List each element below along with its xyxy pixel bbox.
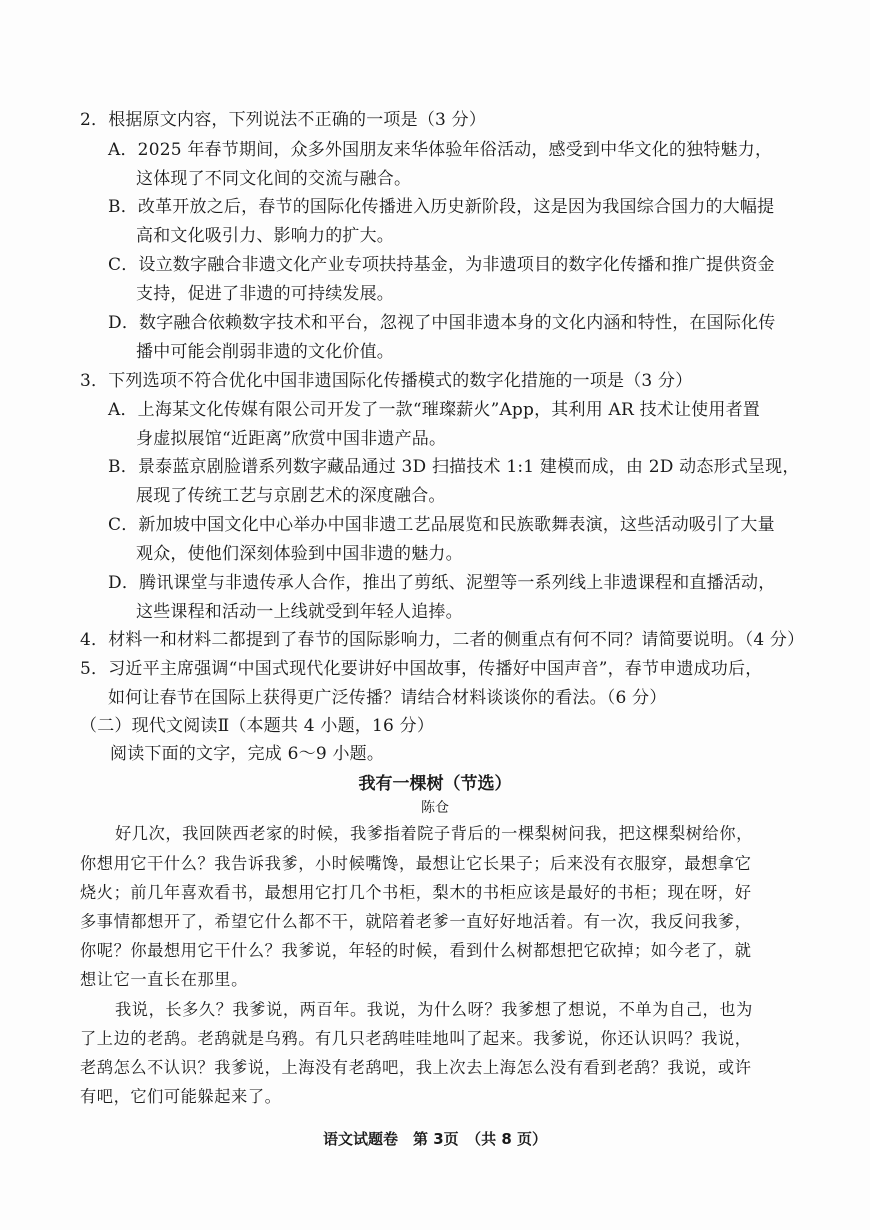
question-2-option-c: C．设立数字融合非遗文化产业专项扶持基金，为非遗项目的数字化传播和推广提供资金 (108, 255, 775, 275)
question-2-option-d-cont: 播中可能会削弱非遗的文化价值。 (136, 342, 394, 362)
question-2-option-a-cont: 这体现了不同文化间的交流与融合。 (136, 169, 412, 189)
question-3-stem: 3．下列选项不符合优化中国非遗国际化传播模式的数字化措施的一项是（3 分） (80, 371, 693, 391)
question-4-stem: 4．材料一和材料二都提到了春节的国际影响力，二者的侧重点有何不同？请简要说明。（4 分） (80, 630, 805, 650)
question-3-option-c-cont: 观众，使他们深刻体验到中国非遗的魅力。 (136, 544, 463, 564)
question-3-option-a-cont: 身虚拟展馆“近距离”欣赏中国非遗产品。 (136, 429, 447, 449)
page-footer: 语文试题卷 第 3页 （共 8 页） (322, 1130, 548, 1148)
question-2-option-c-cont: 支持，促进了非遗的可持续发展。 (136, 284, 394, 304)
story-p1-line-3: 烧火；前几年喜欢看书，最想用它打几个书柜，梨木的书柜应该是最好的书柜；现在呀，好 (80, 883, 752, 902)
question-3-option-b-cont: 展现了传统工艺与京剧艺术的深度融合。 (136, 486, 446, 506)
question-3-option-d-cont: 这些课程和活动一上线就受到年轻人追捧。 (136, 602, 463, 622)
section-instruction: 阅读下面的文字，完成 6～9 小题。 (110, 744, 385, 764)
question-3-option-b: B．景泰蓝京剧脸谱系列数字藏品通过 3D 扫描技术 1:1 建模而成，由 2D 动态形式呈现， (108, 457, 800, 477)
story-p1-line-2: 你想用它干什么？我告诉我爹，小时候嘴馋，最想让它长果子；后来没有衣服穿，最想拿它 (80, 854, 752, 873)
question-5-stem: 5．习近平主席强调“中国式现代化要讲好中国故事，传播好中国声音”，春节申遗成功后， (80, 659, 763, 679)
story-p2-line-3: 老鸹怎么不认识？我爹说，上海没有老鸹吧，我上次去上海怎么没有看到老鸹？我说，或许 (80, 1058, 752, 1077)
story-p2-line-1: 我说，长多久？我爹说，两百年。我说，为什么呀？我爹想了想说，不单为自己，也为 (115, 1000, 753, 1019)
question-2-option-b-cont: 高和文化吸引力、影响力的扩大。 (136, 226, 394, 246)
question-2-option-b: B．改革开放之后，春节的国际化传播进入历史新阶段，这是因为我国综合国力的大幅提 (108, 197, 775, 217)
story-p1-line-1: 好几次，我回陕西老家的时候，我爹指着院子背后的一棵梨树问我，把这棵梨树给你， (115, 824, 753, 843)
question-3-option-d: D．腾讯课堂与非遗传承人合作，推出了剪纸、泥塑等一系列线上非遗课程和直播活动， (108, 573, 776, 593)
section-heading: （二）现代文阅读Ⅱ（本题共 4 小题，16 分） (80, 716, 435, 736)
story-p1-line-4: 多事情都想开了，希望它什么都不干，就陪着老爹一直好好地活着。有一次，我反问我爹， (80, 912, 752, 931)
question-2-option-a: A．2025 年春节期间，众多外国朋友来华体验年俗活动，感受到中华文化的独特魅力， (108, 140, 773, 160)
story-p1-line-6: 想让它一直长在那里。 (80, 970, 248, 989)
question-3-option-a: A．上海某文化传媒有限公司开发了一款“璀璨薪火”App，其利用 AR 技术让使用者置 (108, 400, 760, 420)
question-3-option-c: C．新加坡中国文化中心举办中国非遗工艺品展览和民族歌舞表演，这些活动吸引了大量 (108, 515, 775, 535)
story-author: 陈仓 (421, 800, 449, 816)
story-p2-line-2: 了上边的老鸹。老鸹就是乌鸦。有几只老鸹哇哇地叫了起来。我爹说，你还认识吗？我说， (80, 1029, 752, 1048)
question-2-option-d: D．数字融合依赖数字技术和平台，忽视了中国非遗本身的文化内涵和特性，在国际化传 (108, 313, 776, 333)
question-2-stem: 2．根据原文内容，下列说法不正确的一项是（3 分） (80, 110, 487, 130)
story-p2-line-4: 有吧，它们可能躲起来了。 (80, 1087, 282, 1106)
question-5-stem-cont: 如何让春节在国际上获得更广泛传播？请结合材料谈谈你的看法。（6 分） (108, 688, 667, 708)
story-title: 我有一棵树（节选） (358, 774, 512, 794)
story-p1-line-5: 你呢？你最想用它干什么？我爹说，年轻的时候，看到什么树都想把它砍掉；如今老了，就 (80, 941, 752, 960)
